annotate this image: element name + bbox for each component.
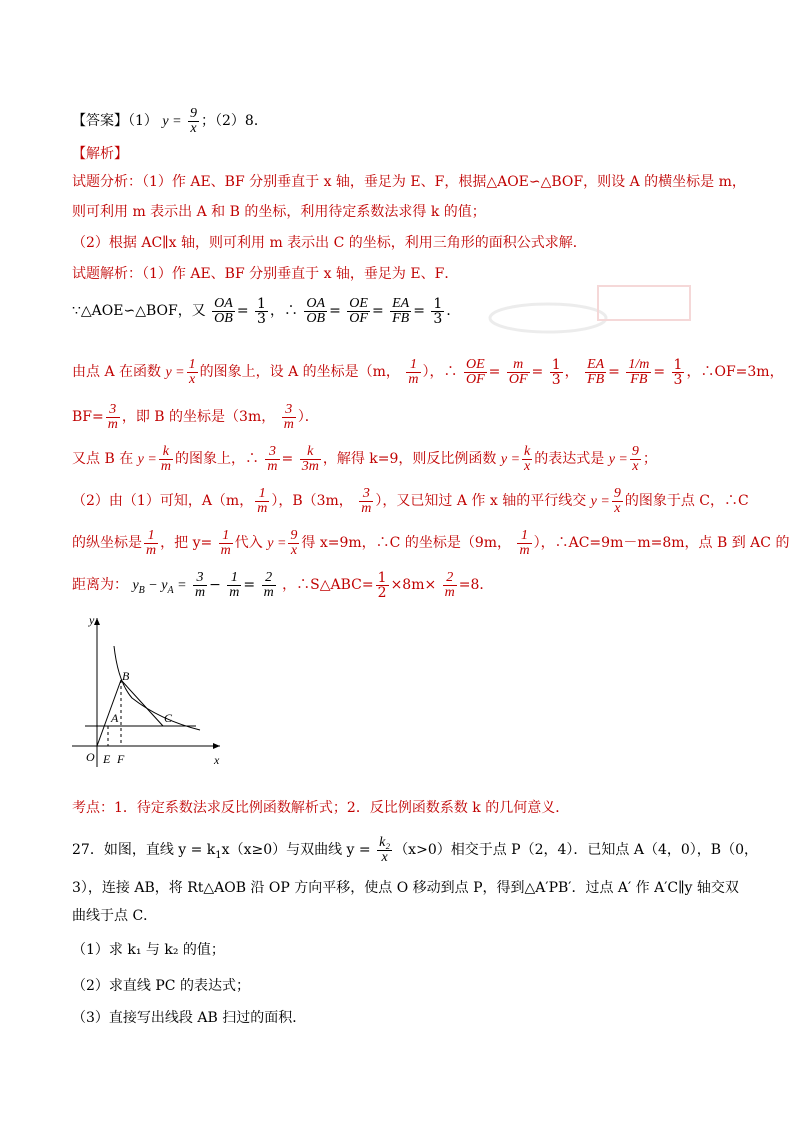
label-B: B — [122, 669, 130, 683]
kaodian-line: 考点：1．待定系数法求反比例函数解析式；2．反比例函数系数 k 的几何意义． — [72, 800, 570, 816]
q27-line1: 27．如图，直线 $y = k_1x(x\ge 0)$与双曲线 y = $\frac{\text{k₂}}{x}$ （x>0）相交于点 P（2，4）．已知点 A（4，0），B（0， — [72, 834, 758, 865]
answer-fraction: $\frac{9}{x}$ — [190, 105, 197, 136]
q27-sub2: （2）求直线 PC 的表达式； — [72, 978, 250, 994]
answer-y-eq: y = — [162, 114, 182, 129]
analysis-p9: （2）由（1）可知，A（m， $\frac{1}{m}$ ），B（3m， $\frac{3}{m}$ ），又已知过 A 作 x 轴的平行线交 y = $\frac{9}{x}$ 的图象于点 C，∴C — [72, 485, 749, 516]
analysis-p7: BF= $\frac{3}{m}$ ，即 B 的坐标是（3m， $\frac{3}{m}$ ）． — [72, 401, 319, 432]
label-C: C — [164, 711, 173, 725]
analysis-p3: （2）根据 AC∥x 轴，则可利用 m 表示出 C 的坐标，利用三角形的面积公式求解． — [72, 235, 587, 251]
answer-label: 【答案】 — [72, 113, 128, 129]
q27-sub1: （1）求 k₁ 与 k₂ 的值； — [72, 942, 225, 958]
line-BC — [121, 680, 163, 726]
x-axis-arrow — [213, 743, 220, 749]
q27-line2: 3），连接 AB，将 Rt△AOB 沿 OP 方向平移，使点 O 移动到点 P，得到△A′PB′．过点 A′ 作 A′C∥y 轴交双 — [72, 880, 739, 896]
label-y: y — [89, 613, 95, 627]
analysis-label: 【解析】 — [72, 146, 128, 162]
answer-part1: （1） — [128, 113, 158, 129]
label-x: x — [214, 753, 220, 767]
q27-line3: 曲线于点 C． — [72, 908, 158, 924]
q27-sub3: （3）直接写出线段 AB 扫过的面积． — [72, 1010, 307, 1026]
analysis-p4: 试题解析：（1）作 AE、BF 分别垂直于 x 轴，垂足为 E、F． — [72, 266, 459, 282]
watermark-logo — [488, 278, 693, 340]
analysis-p6: 由点 A 在函数 y = $\frac{1}{x}$ 的图象上，设 A 的坐标是（m， $\frac{1}{m}$ ），∴ $\frac{OE}{OF}$ = $\frac{m}{OF}$ = $\frac{1}{3}$ ， $\frac{EA}{FB}$ = $\frac{1/m}{FB}$ = $\frac{1}{3}$ ，∴OF=3m， — [72, 356, 784, 388]
analysis-p11: 距离为： $y_B - y_A$ = $\frac{3}{m}$ − $\frac{1}{m}$ = $\frac{2}{m}$ ，∴S△ABC= $\frac{1}{2}$ ×8m× $\frac{2}{m}$ =8． — [72, 569, 494, 601]
label-E: E — [103, 752, 111, 766]
answer-part2: ；（2）8． — [201, 113, 268, 129]
y-axis-arrow — [94, 618, 100, 625]
analysis-p5: ∵△AOE∽△BOF，又 $\frac{OA}{OB}$ = $\frac{1}{3}$ ，∴ $\frac{OA}{OB}$ = $\frac{OE}{OF}$ = $\frac{EA}{FB}$ = $\frac{1}{3}$ ． — [72, 295, 461, 327]
analysis-p10: 的纵坐标是 $\frac{1}{m}$ ，把 y= $\frac{1}{m}$ 代入 y = $\frac{9}{x}$ 得 x=9m，∴C 的坐标是（9m， $\frac{1}{m}$ ），∴AC=9m－m=8m，点 B 到 AC 的 — [72, 527, 790, 558]
analysis-p1: 试题分析：（1）作 AE、BF 分别垂直于 x 轴，垂足为 E、F，根据△AOE∽△BOF，则设 A 的横坐标是 m， — [72, 174, 746, 190]
analysis-p8: 又点 B 在 y = $\frac{k}{m}$ 的图象上，∴ $\frac{3}{m}$ = $\frac{k}{3m}$ ，解得 k=9，则反比例函数 y = $\frac{k}{x}$ 的表达式是 y = $\frac{9}{x}$ ； — [72, 443, 657, 474]
hyperbola-curve — [114, 646, 200, 730]
label-A: A — [111, 711, 119, 725]
label-O: O — [86, 750, 95, 764]
answer-line — [72, 104, 268, 138]
label-F: F — [117, 752, 125, 766]
hyperbola-graph — [70, 612, 230, 772]
analysis-p2: 则可利用 m 表示出 A 和 B 的坐标，利用待定系数法求得 k 的值； — [72, 204, 486, 220]
